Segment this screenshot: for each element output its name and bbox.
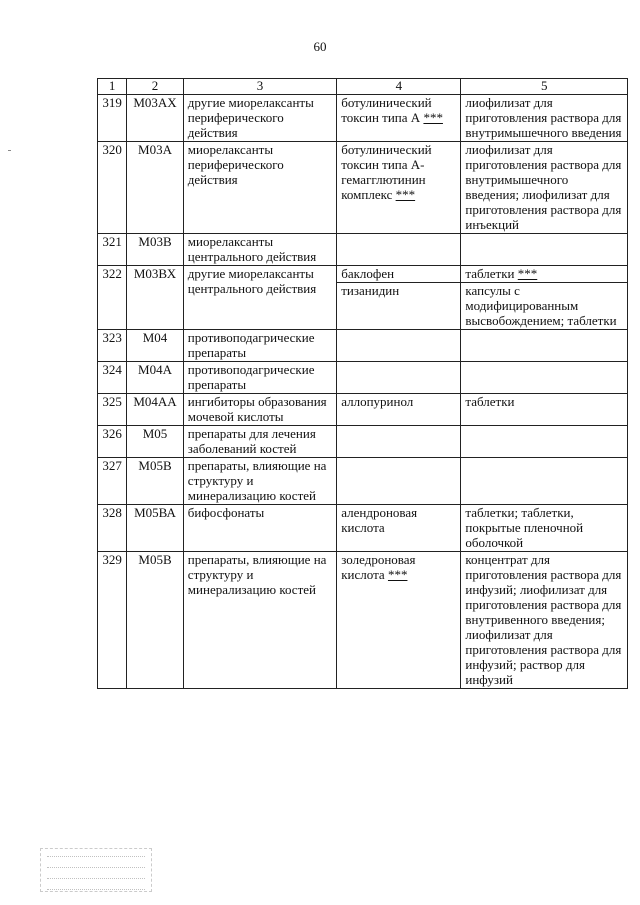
- drug-name-cell: [337, 362, 461, 394]
- header-row: [98, 79, 628, 95]
- drug-name-cell: [337, 330, 461, 362]
- group-name: препараты, влияющие на структуру и минерализацию костей: [183, 552, 336, 689]
- row-number: 328: [98, 505, 127, 552]
- group-name: препараты, влияющие на структуру и минерализацию костей: [183, 458, 336, 505]
- cell-text: лиофилизат для приготовления раствора для внутримышечного введения; лиофилизат для приготовления раствора для инъекций: [465, 142, 622, 232]
- group-name: другие миорелаксанты центрального действия: [183, 266, 336, 330]
- dosage-form-cell: [461, 505, 628, 552]
- group-name: ингибиторы образования мочевой кислоты: [183, 394, 336, 426]
- cell-text: ботулинический токсин типа А: [341, 95, 432, 125]
- table-row: [98, 552, 628, 689]
- stamp-mark: [40, 848, 152, 892]
- dosage-form-cell: [461, 95, 628, 142]
- cell-text: таблетки: [465, 394, 515, 409]
- group-name: противоподагрические препараты: [183, 330, 336, 362]
- page-number: 60: [313, 39, 327, 54]
- table-row: [98, 505, 628, 552]
- dosage-form-cell: [461, 458, 628, 505]
- group-name: противоподагрические препараты: [183, 362, 336, 394]
- cell-text: аллопуринол: [341, 394, 414, 409]
- group-name: миорелаксанты центрального действия: [183, 234, 336, 266]
- table-body: [98, 95, 628, 689]
- footnote-mark: ***: [423, 110, 443, 125]
- atc-code: М04: [127, 330, 184, 362]
- drug-name-cell: [337, 95, 461, 142]
- row-number: 322: [98, 266, 127, 330]
- margin-mark: [8, 150, 11, 151]
- row-number: 323: [98, 330, 127, 362]
- dosage-form-cell: [461, 394, 628, 426]
- drug-table: [97, 78, 628, 689]
- cell-text: концентрат для приготовления раствора для инфузий; лиофилизат для приготовления раствора для внутривенного введения; лиофилизат для приготовления раствора для инфузий; раствор для инфузий: [465, 552, 622, 687]
- atc-code: М05ВА: [127, 505, 184, 552]
- drug-name-cell: [337, 394, 461, 426]
- cell-text: ботулинический токсин типа А-гемагглютинин комплекс: [341, 142, 432, 202]
- dosage-form-cell: [461, 330, 628, 362]
- cell-text: баклофен: [341, 266, 395, 281]
- cell-text: таблетки: [465, 266, 515, 281]
- cell-text: лиофилизат для приготовления раствора для внутримышечного введения: [465, 95, 622, 140]
- atc-code: М05В: [127, 458, 184, 505]
- header-cell-1: 1: [98, 79, 127, 95]
- row-number: 324: [98, 362, 127, 394]
- drug-name-cell: [337, 234, 461, 266]
- drug-name-cell: [337, 283, 461, 330]
- drug-name-cell: [337, 505, 461, 552]
- row-number: 326: [98, 426, 127, 458]
- header-cell-2: 2: [127, 79, 184, 95]
- drug-name-cell: [337, 266, 461, 283]
- atc-code: М04А: [127, 362, 184, 394]
- table-row: [98, 142, 628, 234]
- row-number: 321: [98, 234, 127, 266]
- table-row: [98, 426, 628, 458]
- dosage-form-cell: [461, 426, 628, 458]
- cell-text: таблетки; таблетки, покрытые пленочной оболочкой: [465, 505, 584, 550]
- dosage-form-cell: [461, 266, 628, 283]
- row-number: 327: [98, 458, 127, 505]
- drug-name-cell: [337, 426, 461, 458]
- dosage-form-cell: [461, 552, 628, 689]
- cell-text: тизанидин: [341, 283, 400, 298]
- table-row: [98, 458, 628, 505]
- drug-name-cell: [337, 552, 461, 689]
- dosage-form-cell: [461, 142, 628, 234]
- atc-code: М04АА: [127, 394, 184, 426]
- group-name: другие миорелаксанты периферического действия: [183, 95, 336, 142]
- dosage-form-cell: [461, 234, 628, 266]
- group-name: препараты для лечения заболеваний костей: [183, 426, 336, 458]
- row-number: 325: [98, 394, 127, 426]
- table-row: [98, 234, 628, 266]
- atc-code: М03АХ: [127, 95, 184, 142]
- atc-code: М05В: [127, 552, 184, 689]
- atc-code: М03В: [127, 234, 184, 266]
- atc-code: М03А: [127, 142, 184, 234]
- header-cell-5: 5: [461, 79, 628, 95]
- cell-text: золедроновая кислота: [341, 552, 416, 582]
- table-row: [98, 394, 628, 426]
- table-row: [98, 95, 628, 142]
- row-number: 320: [98, 142, 127, 234]
- header-cell-3: 3: [183, 79, 336, 95]
- dosage-form-cell: [461, 362, 628, 394]
- table-row: [98, 362, 628, 394]
- footnote-mark: ***: [387, 567, 408, 582]
- cell-text: капсулы с модифицированным высвобождением; таблетки: [465, 283, 617, 328]
- row-number: 329: [98, 552, 127, 689]
- drug-name-cell: [337, 142, 461, 234]
- table-row: [98, 266, 628, 283]
- footnote-mark: ***: [395, 187, 416, 202]
- atc-code: М03ВХ: [127, 266, 184, 330]
- footnote-mark: ***: [517, 266, 538, 281]
- table-row: [98, 330, 628, 362]
- row-number: 319: [98, 95, 127, 142]
- atc-code: М05: [127, 426, 184, 458]
- drug-name-cell: [337, 458, 461, 505]
- dosage-form-cell: [461, 283, 628, 330]
- group-name: бифосфонаты: [183, 505, 336, 552]
- group-name: миорелаксанты периферического действия: [183, 142, 336, 234]
- header-cell-4: 4: [337, 79, 461, 95]
- cell-text: алендроновая кислота: [341, 505, 418, 535]
